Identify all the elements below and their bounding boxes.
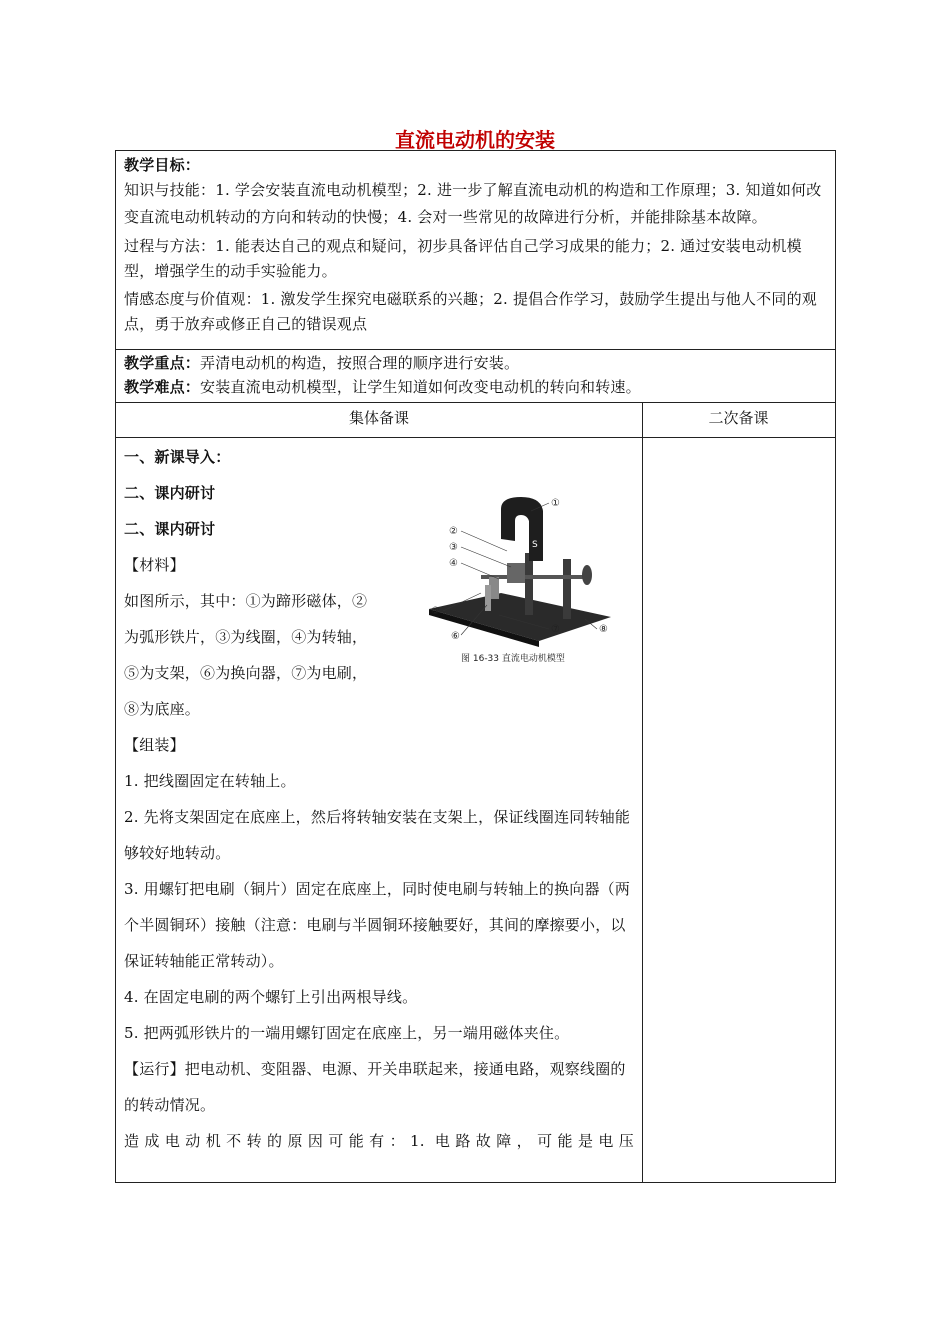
label-1: ① (551, 498, 560, 509)
column-collective: 集体备课 (348, 409, 409, 427)
page-title: 直流电动机的安装 (395, 128, 555, 152)
goals-process: 过程与方法：1. 能表达自己的观点和疑问，初步具备评估自己学习成果的能力；2. 通过安装电动机模型，增强学生的动手实验能力。 (124, 237, 802, 280)
column-divider (642, 403, 643, 1182)
divider (116, 349, 835, 350)
lesson-table (115, 150, 836, 1183)
figure-caption: 图 16-33 直流电动机模型 (461, 654, 565, 664)
label-3: ③ (449, 542, 458, 553)
difficult-point-text: 安装直流电动机模型，让学生知道如何改变电动机的转向和转速。 (200, 378, 641, 396)
goals-heading: 教学目标： (124, 156, 201, 174)
goals-knowledge: 知识与技能：1. 学会安装直流电动机模型；2. 进一步了解直流电动机的构造和工作原理；3. 知道如何改变直流电动机转动的方向和转动的快慢；4. 会对一些常见的故障进行分析，并能排除基本故障。 (124, 181, 822, 226)
label-2: ② (449, 526, 458, 537)
step-5: 5. 把两弧形铁片的一端用螺钉固定在底座上，另一端用磁体夹住。 (124, 1024, 570, 1042)
divider (116, 437, 835, 438)
magnet-mark: S (532, 540, 538, 550)
section-intro: 一、新课导入： (124, 448, 231, 466)
materials-heading: 【材料】 (124, 556, 185, 574)
materials-line: ⑧为底座。 (124, 700, 201, 718)
key-point-text: 弄清电动机的构造，按照合理的顺序进行安装。 (200, 354, 520, 372)
difficult-point-label: 教学难点： (124, 378, 201, 396)
step-2: 2. 先将支架固定在底座上，然后将转轴安装在支架上，保证线圈连同转轴能够较好地转动。 (124, 808, 631, 862)
label-7: ⑦ (551, 624, 560, 635)
column-secondary: 二次备课 (708, 409, 769, 427)
label-4: ④ (449, 558, 458, 569)
label-5: ⑤ (431, 606, 440, 617)
run-paragraph: 【运行】把电动机、变阻器、电源、开关串联起来，接通电路，观察线圈的的转动情况。 (124, 1060, 626, 1114)
section-study-2: 二、课内研讨 (124, 520, 216, 538)
label-6: ⑥ (451, 631, 460, 642)
column-headers (116, 403, 835, 437)
key-point-label: 教学重点： (124, 354, 201, 372)
teaching-goals (116, 153, 835, 337)
step-3: 3. 用螺钉把电刷（铜片）固定在底座上，同时使电刷与转轴上的换向器（两个半圆铜环）接触（注意：电刷与半圆铜环接触要好，其间的摩擦要小，以保证转轴能正常转动）。 (124, 880, 631, 970)
assembly-heading: 【组装】 (124, 736, 185, 754)
step-4: 4. 在固定电刷的两个螺钉上引出两根导线。 (124, 988, 418, 1006)
horseshoe-magnet-shape (501, 497, 543, 561)
difficult-point (124, 375, 827, 399)
materials-line: 如图所示，其中：①为蹄形磁体，② (124, 592, 368, 610)
motor-model-figure (421, 489, 616, 704)
key-points (116, 351, 835, 399)
key-point (124, 351, 827, 375)
goals-emotion: 情感态度与价值观：1. 激发学生探究电磁联系的兴趣；2. 提倡合作学习，鼓励学生提出与他人不同的观点，勇于放弃或修正自己的错误观点 (124, 290, 817, 333)
materials-line: ⑤为支架，⑥为换向器，⑦为电刷， (124, 664, 368, 682)
materials-line: 为弧形铁片，③为线圈，④为转轴， (124, 628, 368, 646)
fault-paragraph: 造成电动机不转的原因可能有：1. 电路故障，可能是电压 (124, 1132, 634, 1150)
step-1: 1. 把线圈固定在转轴上。 (124, 772, 296, 790)
label-8: ⑧ (599, 624, 608, 635)
section-study-1: 二、课内研讨 (124, 484, 216, 502)
